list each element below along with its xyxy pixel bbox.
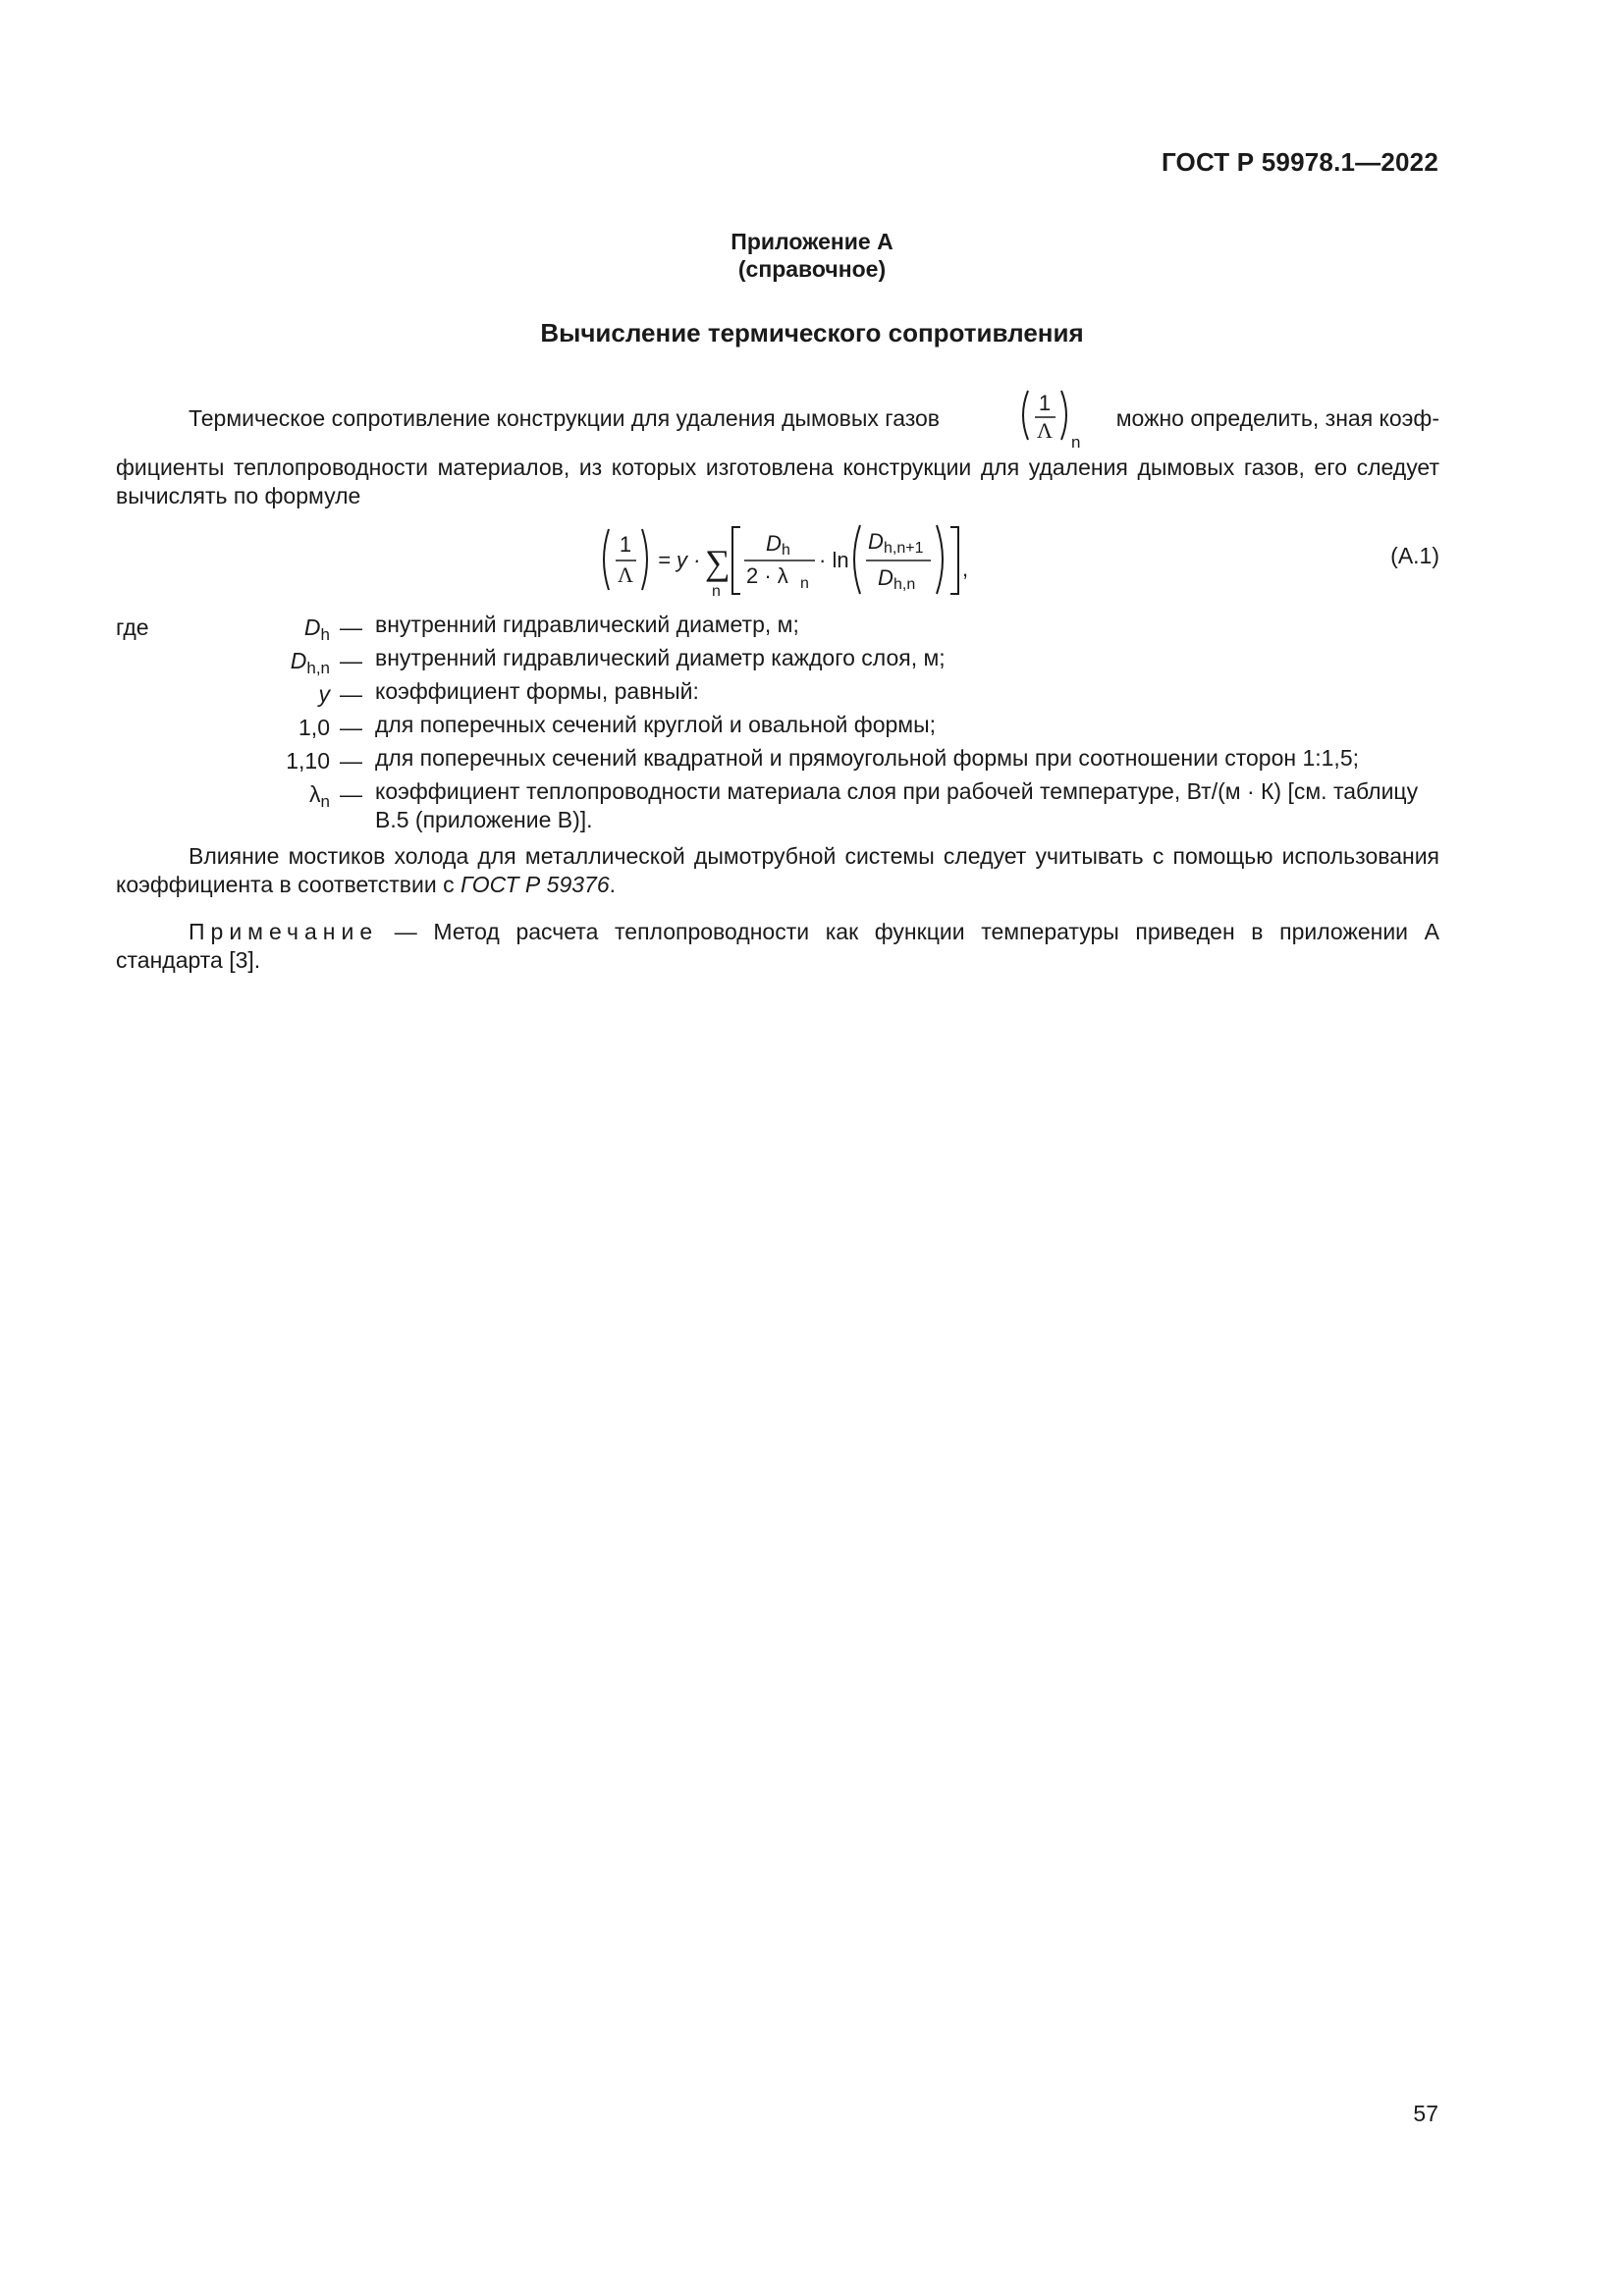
definition-row — [116, 744, 1439, 777]
definition-symbol: $\lambda_n$ — [309, 781, 330, 811]
definition-text: внутренний гидравлический диаметр, м; — [375, 612, 799, 637]
inline-fraction-subscript: n — [1071, 433, 1081, 452]
formula-comma: , — [962, 557, 969, 581]
intro-first-line — [189, 383, 1439, 452]
term-denominator: 2 · λ — [746, 563, 788, 588]
where-label: где — [116, 614, 149, 640]
definition-dash: — — [340, 781, 362, 807]
definition-dash: — — [340, 681, 362, 707]
definition-dash: — — [340, 715, 362, 740]
intro-text-before-fraction: Термическое сопротивление конструкции для удаления дымовых газов — [189, 405, 941, 431]
definition-row — [116, 611, 1439, 644]
formula-equals-y: = y · — [658, 548, 701, 572]
definition-row — [116, 711, 1439, 744]
note-text: — Метод расчета теплопроводности как функции температуры приведен в приложении А стандарта [3]. — [116, 919, 1439, 973]
definition-text: для поперечных сечений квадратной и прямоугольной формы при соотношении сторон 1:1,5; — [375, 745, 1360, 771]
definition-row — [116, 777, 1439, 838]
ln-denominator-D: D — [878, 565, 893, 590]
definition-dash: — — [340, 648, 362, 673]
page-number: 57 — [1413, 2101, 1438, 2126]
formula-lhs-numerator: 1 — [619, 532, 632, 557]
term-numerator-D: D — [766, 531, 782, 556]
formula-lhs-denominator: Λ — [618, 562, 633, 587]
definition-dash: — — [340, 748, 362, 774]
cold-bridges-paragraph: Влияние мостиков холода для металлической дымотрубной системы следует учитывать с помощью использования коэффициента в соответствии с ГОСТ Р 59376. — [116, 843, 1439, 897]
inline-fraction-numerator: 1 — [1038, 391, 1052, 415]
definition-symbol: $D_h$ — [303, 614, 330, 644]
definition-symbol: 1,0 — [298, 715, 330, 740]
definition-symbol: $D_{h,n}$ — [290, 648, 330, 677]
standard-identifier: ГОСТ Р 59978.1—2022 — [1161, 147, 1438, 177]
definition-symbol: y — [318, 681, 330, 707]
definition-text: коэффициент формы, равный: — [375, 678, 699, 704]
ln-numerator-D: D — [868, 529, 884, 554]
definitions-list — [116, 611, 1439, 838]
note-paragraph — [116, 918, 1439, 975]
appendix-status: (справочное) — [737, 256, 887, 282]
summation-index: n — [712, 583, 721, 600]
inline-fraction-denominator: Λ — [1037, 418, 1053, 443]
ln-numerator-sub: h,n+1 — [884, 540, 924, 557]
appendix-title: Приложение А — [731, 229, 893, 254]
intro-paragraph-continuation: фициенты теплопроводности материалов, из которых изготовлена конструкции для удаления дымовых газов, его следует вычислять по формуле — [116, 454, 1439, 508]
definition-row — [116, 644, 1439, 677]
formula-number: (А.1) — [1390, 543, 1439, 568]
definition-row — [116, 677, 1439, 711]
intro-text-after-fraction: можно определить, зная коэф- — [1115, 405, 1439, 431]
term-denominator-sub: n — [800, 575, 809, 592]
appendix-heading — [0, 228, 1624, 283]
definition-text: коэффициент теплопроводности материала слоя при рабочей температуре, Вт/(м · К) [см. таблицу В.5 (приложение В)]. — [375, 778, 1419, 832]
summation-symbol: ∑ — [705, 543, 731, 582]
section-title: Вычисление термического сопротивления — [540, 318, 1084, 347]
formula-a1 — [597, 515, 990, 604]
ln-denominator-sub: h,n — [893, 576, 916, 593]
note-label: Примечание — [189, 919, 379, 944]
standard-reference: ГОСТ Р 59376 — [460, 872, 610, 897]
definition-text: внутренний гидравлический диаметр каждого слоя, м; — [375, 645, 946, 670]
definition-symbol: 1,10 — [286, 748, 330, 774]
definition-dash: — — [340, 614, 362, 640]
definition-text: для поперечных сечений круглой и овальной формы; — [375, 712, 937, 737]
ln-operator: · ln — [819, 548, 849, 572]
term-numerator-sub: h — [782, 542, 790, 559]
inline-fraction-formula — [1016, 383, 1085, 452]
formula-row — [116, 515, 1439, 604]
